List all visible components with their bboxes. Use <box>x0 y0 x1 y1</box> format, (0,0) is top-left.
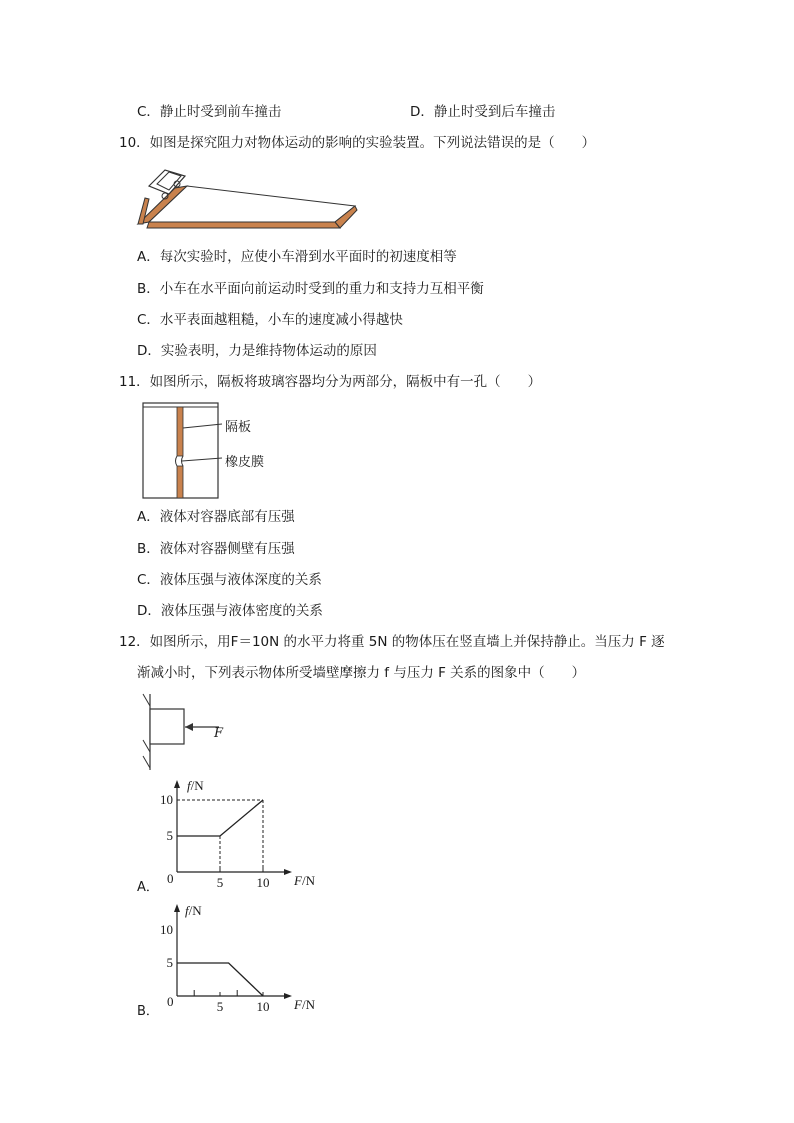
graph-b-x-arrow <box>284 993 292 999</box>
graph-b <box>140 893 340 1018</box>
q10-option-c: C．水平表面越粗糙，小车的速度减小得越快 <box>137 312 403 328</box>
graph-a-series-line <box>177 800 263 836</box>
q12-stem-line1: 12．如图所示，用F＝10N 的水平力将重 5N 的物体压在竖直墙上并保持静止。当压力 F 逐 <box>119 634 665 650</box>
graph-a-xtick-label: 5 <box>216 875 224 890</box>
label-partition: 隔板 <box>225 420 252 435</box>
graph-a <box>140 770 340 895</box>
graph-b-ytick-label: 5 <box>166 955 173 970</box>
q10-option-d: D．实验表明，力是维持物体运动的原因 <box>137 343 377 359</box>
container-partition-figure <box>142 400 222 500</box>
q11-option-a: A．液体对容器底部有压强 <box>137 509 295 525</box>
q11-option-b: B．液体对容器侧壁有压强 <box>137 541 295 557</box>
q11-option-d: D．液体压强与液体密度的关系 <box>137 603 323 619</box>
graph-a-x-arrow <box>284 869 292 875</box>
graph-a-ytick-label: 5 <box>166 828 173 843</box>
graph-b-xtick-label: 5 <box>216 999 224 1014</box>
graph-b-x-label: F/N <box>294 997 315 1012</box>
cart-ramp-figure <box>135 162 360 234</box>
wall-block-figure <box>135 692 245 772</box>
graph-b-xtick-label: 10 <box>256 999 270 1014</box>
graph-a-xtick-label: 10 <box>256 875 270 890</box>
graph-b-y-label: f/N <box>185 903 202 918</box>
graph-a-letter: A． <box>137 880 159 895</box>
q9-option-c: C．静止时受到前车撞击 <box>137 104 282 120</box>
graph-b-y-arrow <box>174 904 180 912</box>
graph-b-series-line <box>177 963 263 996</box>
q12-stem-line2: 渐减小时，下列表示物体所受墙壁摩擦力 f 与压力 F 关系的图象中（ ） <box>137 665 586 681</box>
graph-b-letter: B． <box>137 1004 159 1019</box>
graph-a-y-arrow <box>174 780 180 788</box>
graph-b-ytick-label: 10 <box>160 922 173 937</box>
force-label: F <box>214 726 224 741</box>
label-membrane: 橡皮膜 <box>225 455 265 470</box>
q10-option-b: B．小车在水平面向前运动时受到的重力和支持力互相平衡 <box>137 281 484 297</box>
q11-stem: 11．如图所示，隔板将玻璃容器均分为两部分，隔板中有一孔（ ） <box>119 374 542 390</box>
q9-option-d: D．静止时受到后车撞击 <box>410 104 556 120</box>
graph-a-ytick-label: 10 <box>160 792 173 807</box>
graph-b-origin: 0 <box>167 994 174 1009</box>
q11-option-c: C．液体压强与液体深度的关系 <box>137 572 322 588</box>
graph-a-y-label: f/N <box>187 778 204 793</box>
q10-stem: 10．如图是探究阻力对物体运动的影响的实验装置。下列说法错误的是（ ） <box>119 135 596 151</box>
graph-a-x-label: F/N <box>294 873 315 888</box>
graph-a-origin: 0 <box>167 871 174 886</box>
q10-option-a: A．每次实验时，应使小车滑到水平面时的初速度相等 <box>137 249 457 265</box>
